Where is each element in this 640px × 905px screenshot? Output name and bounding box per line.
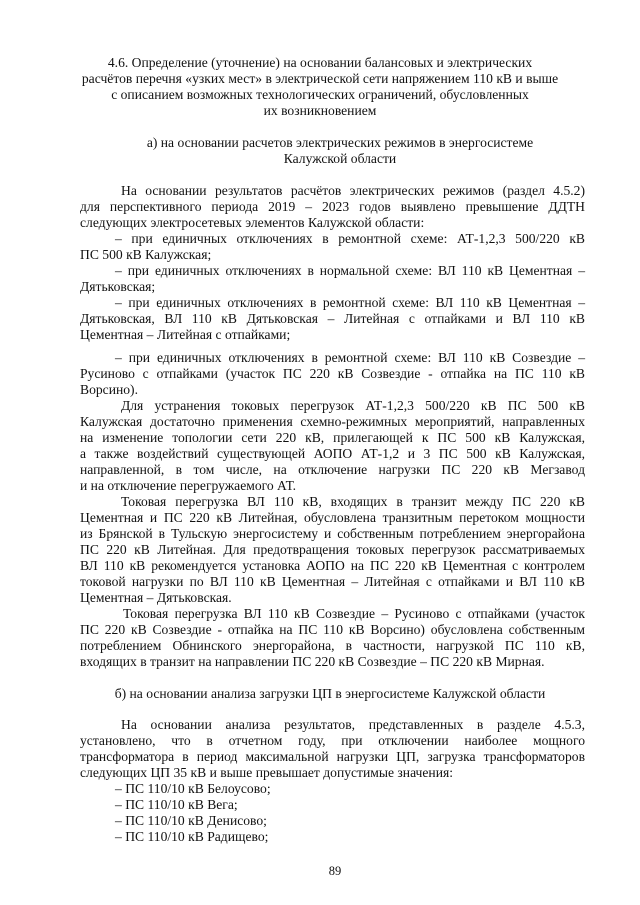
paragraph-line: из Брянской в Тульскую энергосистему и собственным потреблением энергорайона [80, 526, 585, 541]
paragraph-line: Калужская достаточно применения схемно-режимных мероприятий, направленных [80, 414, 585, 429]
paragraph-line: Для устранения токовых перегрузок АТ-1,2,3 500/220 кВ ПС 500 кВ [121, 398, 585, 413]
paragraph-line: направленной, в том числе, на отключение нагрузки ПС 220 кВ Мегзавод [80, 462, 585, 477]
paragraph-line: для перспективного периода 2019 – 2023 годов выявлено превышение ДДТН [80, 199, 585, 214]
list-item: – ПС 110/10 кВ Денисово; [115, 813, 267, 828]
paragraph-line: трансформатора в период максимальной нагрузки ЦП, загрузка трансформаторов [80, 749, 585, 764]
paragraph-line: следующих ЦП 35 кВ и выше превышает допустимые значения: [80, 765, 454, 780]
paragraph-line: и на отключение перегружаемого АТ. [80, 478, 297, 493]
paragraph-line: ПС 220 кВ Созвездие - отпайка на ПС 110 кВ Ворсино) обусловлена собственным [80, 622, 585, 637]
bullet-line: – при единичных отключениях в ремонтной схеме: ВЛ 110 кВ Цементная – [115, 295, 585, 310]
paragraph-line: установлено, что в отчетном году, при отключении наиболее мощного [80, 733, 585, 748]
bullet-line: Дятьковская; [80, 279, 156, 294]
heading-line: их возникновением [263, 103, 377, 118]
paragraph-line: Токовая перегрузка ВЛ 110 кВ, входящих в транзит между ПС 220 кВ [121, 494, 585, 509]
paragraph-line: Цементная – Дятьковская. [80, 590, 232, 605]
paragraph-line: На основании результатов расчётов электрических режимов (раздел 4.5.2) [121, 183, 585, 198]
heading-line: 4.6. Определение (уточнение) на основании балансовых и электрических [107, 55, 533, 70]
paragraph-line: На основании анализа результатов, представленных в разделе 4.5.3, [121, 717, 585, 732]
bullet-line: Ворсино). [80, 382, 138, 397]
subheading-line: Калужской области [283, 151, 397, 166]
bullet-line: ПС 500 кВ Калужская; [80, 247, 212, 262]
paragraph-line: входящих в транзит на направлении ПС 220 кВ Созвездие – ПС 220 кВ Мирная. [80, 654, 545, 669]
list-item: – ПС 110/10 кВ Радищево; [115, 829, 269, 844]
paragraph-line: Цементная и ПС 220 кВ Литейная, обусловлена транзитным перетоком мощности [80, 510, 585, 525]
paragraph-line: ПС 220 кВ Литейная. Для предотвращения токовых перегрузок рассматриваемых [80, 542, 585, 557]
paragraph-line: Токовая перегрузка ВЛ 110 кВ Созвездие – Русиново с отпайками (участок [123, 606, 585, 621]
subheading-line: б) на основании анализа загрузки ЦП в энергосистеме Калужской области [114, 686, 546, 701]
heading-line: расчётов перечня «узких мест» в электрической сети напряжением 110 кВ и выше [81, 71, 559, 86]
heading-line: с описанием возможных технологических ограничений, обусловленных [111, 87, 529, 102]
bullet-line: – при единичных отключениях в нормальной схеме: ВЛ 110 кВ Цементная – [115, 263, 585, 278]
bullet-line: – при единичных отключениях в ремонтной схеме: ВЛ 110 кВ Созвездие – [115, 350, 585, 365]
list-item: – ПС 110/10 кВ Белоусово; [115, 781, 271, 796]
subheading-line: а) на основании расчетов электрических режимов в энергосистеме [146, 135, 534, 150]
paragraph-line: а также воздействий существующей АОПО АТ-1,2 и 3 ПС 500 кВ Калужская, [80, 446, 585, 461]
bullet-line: – при единичных отключениях в ремонтной схеме: АТ-1,2,3 500/220 кВ [115, 231, 585, 246]
paragraph-line: токовой нагрузки по ВЛ 110 кВ Цементная – Литейная с отпайками и ВЛ 110 кВ [80, 574, 585, 589]
list-item: – ПС 110/10 кВ Вега; [115, 797, 238, 812]
paragraph-line: ВЛ 110 кВ рекомендуется установка АОПО на ПС 220 кВ Цементная с контролем [80, 558, 585, 573]
page-number: 89 [328, 864, 342, 878]
paragraph-line: на изменение топологии сети 220 кВ, прилегающей к ПС 500 кВ Калужская, [80, 430, 585, 445]
paragraph-line: следующих электросетевых элементов Калужской области: [80, 215, 425, 230]
paragraph-line: потреблением Обнинского энергорайона, в частности, нагрузкой ПС 110 кВ, [80, 638, 585, 653]
bullet-line: Цементная – Литейная с отпайками; [80, 327, 291, 342]
bullet-line: Русиново с отпайками (участок ПС 220 кВ Созвездие - отпайка на ПС 110 кВ [80, 366, 585, 381]
bullet-line: Дятьковская, ВЛ 110 кВ Дятьковская – Литейная с отпайками и ВЛ 110 кВ [80, 311, 585, 326]
